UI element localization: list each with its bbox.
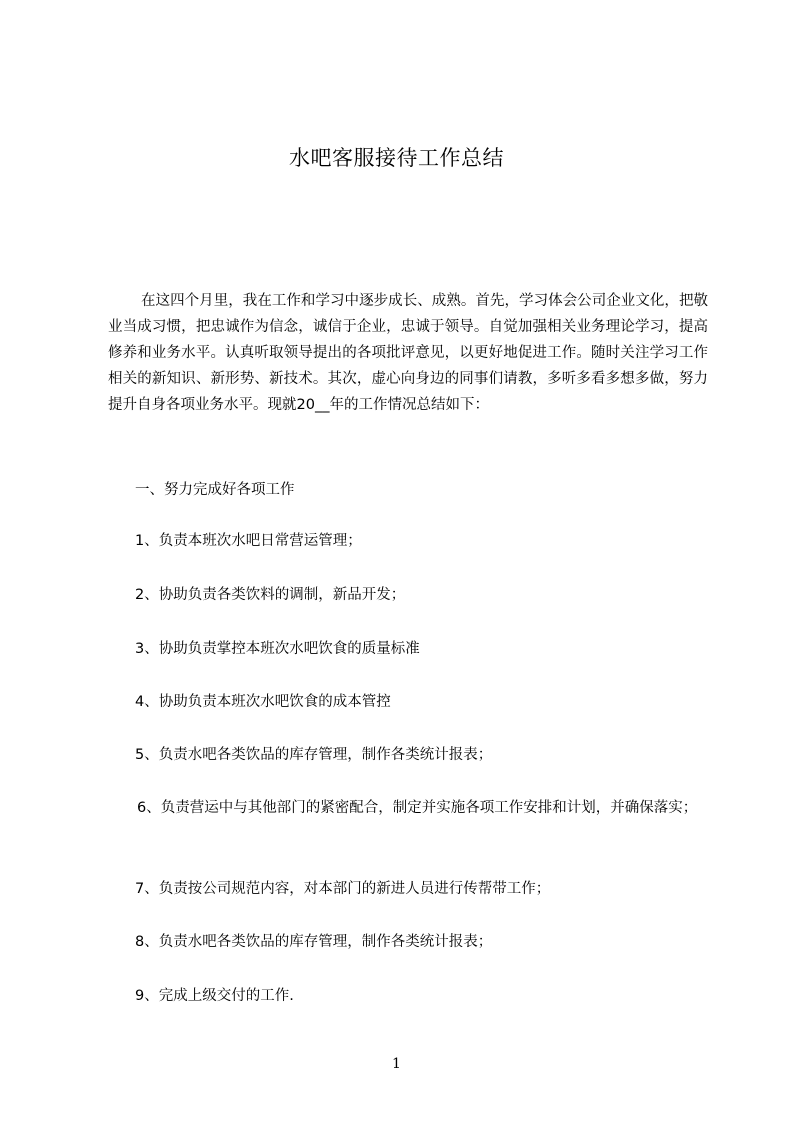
list-item: 3、协助负责掌控本班次水吧饮食的质量标准 bbox=[135, 641, 420, 657]
page-number: 1 bbox=[392, 1056, 401, 1072]
list-item: 4、协助负责本班次水吧饮食的成本管控 bbox=[135, 694, 391, 710]
list-item: 7、负责按公司规范内容，对本部门的新进人员进行传帮带工作； bbox=[135, 881, 551, 897]
list-item: 8、负责水吧各类饮品的库存管理，制作各类统计报表； bbox=[135, 934, 493, 950]
list-item: 1、负责本班次水吧日常营运管理； bbox=[135, 533, 362, 549]
document-title: 水吧客服接待工作总结 bbox=[289, 146, 504, 170]
list-item: 9、完成上级交付的工作. bbox=[135, 988, 294, 1004]
list-item: 2、协助负责各类饮料的调制，新品开发； bbox=[135, 587, 406, 603]
intro-paragraph: 在这四个月里，我在工作和学习中逐步成长、成熟。首先，学习体会公司企业文化，把敬业当成习惯，把忠诚作为信念，诚信于企业，忠诚于领导。自觉加强相关业务理论学习，提高修养和业务水平。认真听取领导提出的各项批评意见，以更好地促进工作。随时关注学习工作相关的新知识、新形势、新技术。其次，虚心向身边的同事们请教，多听多看多想多做，努力提升自身各项业务水平。现就20__年的工作情况总结如下： bbox=[108, 293, 708, 413]
section-heading: 一、努力完成好各项工作 bbox=[135, 482, 295, 498]
list-item: 6、负责营运中与其他部门的紧密配合，制定并实施各项工作安排和计划，并确保落实； bbox=[137, 800, 698, 816]
list-item: 5、负责水吧各类饮品的库存管理，制作各类统计报表； bbox=[135, 747, 493, 763]
